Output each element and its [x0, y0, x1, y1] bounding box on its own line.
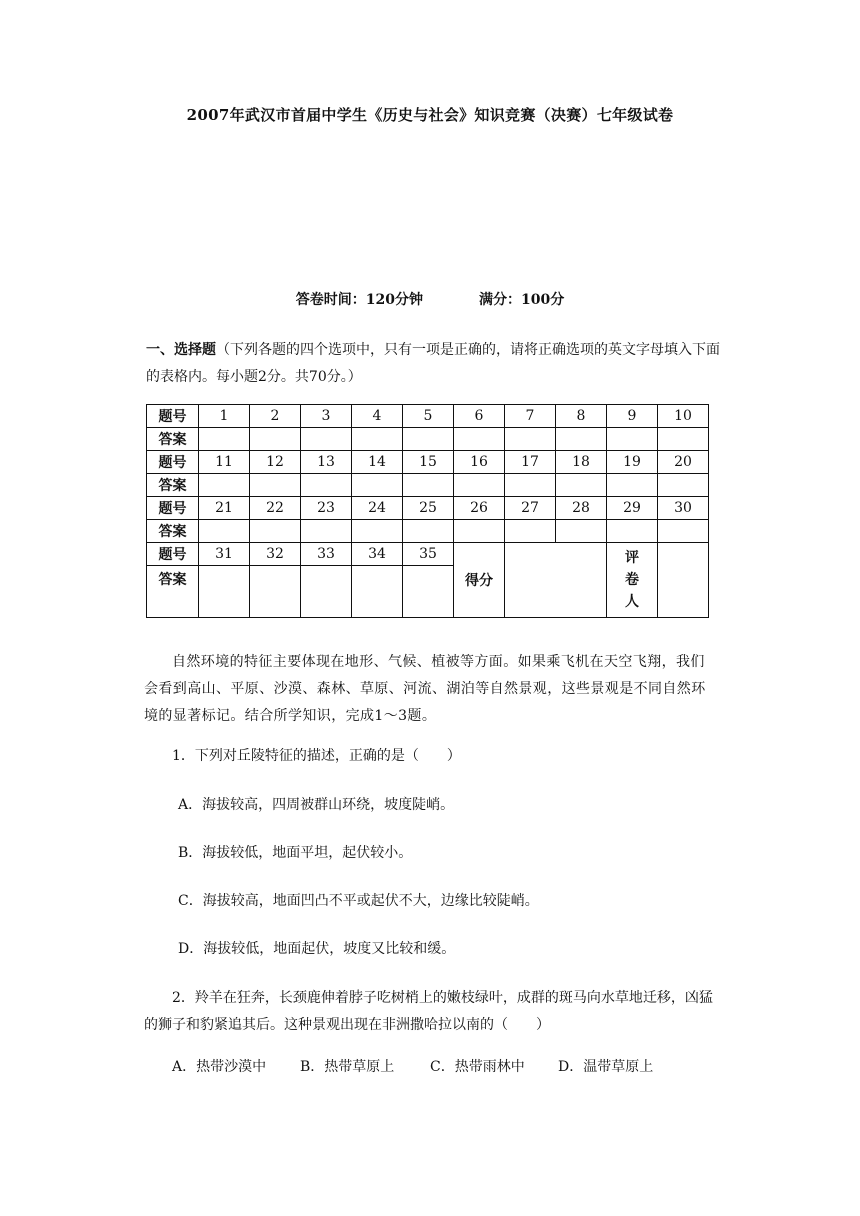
answer-cell[interactable]	[505, 428, 556, 451]
answer-cell[interactable]	[556, 428, 607, 451]
question-2-stem: 2．羚羊在狂奔，长颈鹿伸着脖子吃树梢上的嫩枝绿叶，成群的斑马向水草地迁移，凶猛的狮子和豹紧追其后。这种景观出现在非洲撒哈拉以南的（ ）	[144, 990, 713, 1033]
answer-row	[147, 474, 709, 497]
number-label: 题号	[147, 543, 199, 566]
answer-cell[interactable]	[301, 566, 352, 618]
grader-label-char: 人	[625, 594, 639, 610]
question-2-option-b: B．热带草原上	[300, 1059, 395, 1075]
grader-label	[607, 543, 658, 618]
answer-cell[interactable]	[403, 520, 454, 543]
question-number: 4	[352, 405, 403, 428]
question-number: 34	[352, 543, 403, 566]
answer-cell[interactable]	[658, 520, 709, 543]
answer-cell[interactable]	[658, 428, 709, 451]
answer-cell[interactable]	[199, 474, 250, 497]
section-1-header	[146, 337, 726, 391]
number-row	[147, 497, 709, 520]
question-number: 31	[199, 543, 250, 566]
exam-meta	[0, 289, 860, 309]
number-row	[147, 543, 709, 566]
answer-cell[interactable]	[403, 566, 454, 618]
question-number: 7	[505, 405, 556, 428]
answer-cell[interactable]	[403, 474, 454, 497]
answer-cell[interactable]	[301, 428, 352, 451]
answer-cell[interactable]	[301, 474, 352, 497]
question-number: 30	[658, 497, 709, 520]
question-number: 19	[607, 451, 658, 474]
question-number: 20	[658, 451, 709, 474]
question-number: 18	[556, 451, 607, 474]
answer-row	[147, 428, 709, 451]
question-number: 10	[658, 405, 709, 428]
exam-title: 2007年武汉市首届中学生《历史与社会》知识竞赛（决赛）七年级试卷	[186, 106, 674, 124]
exam-time: 答卷时间：120分钟	[295, 292, 423, 308]
question-number: 8	[556, 405, 607, 428]
question-number: 25	[403, 497, 454, 520]
number-row	[147, 405, 709, 428]
grader-label-char: 卷	[625, 572, 639, 588]
answer-cell[interactable]	[250, 566, 301, 618]
question-number: 21	[199, 497, 250, 520]
question-number: 6	[454, 405, 505, 428]
question-number: 28	[556, 497, 607, 520]
question-number: 23	[301, 497, 352, 520]
answer-label: 答案	[147, 566, 199, 618]
answer-cell[interactable]	[199, 428, 250, 451]
question-number: 33	[301, 543, 352, 566]
answer-cell[interactable]	[352, 428, 403, 451]
question-number: 11	[199, 451, 250, 474]
answer-cell[interactable]	[250, 428, 301, 451]
number-row	[147, 451, 709, 474]
answer-label: 答案	[147, 520, 199, 543]
answer-label: 答案	[147, 474, 199, 497]
question-1-option-c: C．海拔较高，地面凹凸不平或起伏不大，边缘比较陡峭。	[178, 893, 539, 909]
question-1-option-d: D．海拔较低，地面起伏，坡度又比较和缓。	[178, 941, 456, 957]
number-label: 题号	[147, 451, 199, 474]
number-label: 题号	[147, 497, 199, 520]
question-number: 16	[454, 451, 505, 474]
question-1-option-b: B．海拔较低，地面平坦，起伏较小。	[178, 845, 413, 861]
question-number: 24	[352, 497, 403, 520]
section-1-heading: 一、选择题	[146, 342, 216, 358]
question-number: 27	[505, 497, 556, 520]
answer-cell[interactable]	[454, 520, 505, 543]
question-number: 32	[250, 543, 301, 566]
score-cell[interactable]	[505, 543, 607, 618]
question-number: 3	[301, 405, 352, 428]
question-number: 2	[250, 405, 301, 428]
answer-cell[interactable]	[454, 474, 505, 497]
question-number: 35	[403, 543, 454, 566]
answer-cell[interactable]	[505, 474, 556, 497]
exam-full-score: 满分：100分	[479, 292, 565, 308]
question-number: 14	[352, 451, 403, 474]
answer-cell[interactable]	[352, 474, 403, 497]
answer-cell[interactable]	[301, 520, 352, 543]
answer-cell[interactable]	[556, 520, 607, 543]
question-2-option-d: D．温带草原上	[558, 1059, 654, 1075]
section-1-instruction: （下列各题的四个选项中，只有一项是正确的，请将正确选项的英文字母填入下面的表格内。每小题2分。共70分。）	[146, 342, 720, 385]
answer-cell[interactable]	[658, 474, 709, 497]
answer-cell[interactable]	[607, 520, 658, 543]
answer-cell[interactable]	[403, 428, 454, 451]
question-2-options	[172, 1056, 653, 1076]
question-number: 12	[250, 451, 301, 474]
question-number: 13	[301, 451, 352, 474]
question-2-option-c: C．热带雨林中	[430, 1059, 525, 1075]
answer-cell[interactable]	[199, 566, 250, 618]
question-number: 17	[505, 451, 556, 474]
answer-cell[interactable]	[454, 428, 505, 451]
answer-cell[interactable]	[607, 428, 658, 451]
question-number: 29	[607, 497, 658, 520]
answer-cell[interactable]	[352, 520, 403, 543]
question-1-option-a: A．海拔较高，四周被群山环绕，坡度陡峭。	[178, 797, 455, 813]
question-number: 1	[199, 405, 250, 428]
answer-label: 答案	[147, 428, 199, 451]
question-number: 9	[607, 405, 658, 428]
question-number: 15	[403, 451, 454, 474]
grader-label-char: 评	[625, 550, 639, 566]
question-number: 5	[403, 405, 454, 428]
grader-cell[interactable]	[658, 543, 709, 618]
answer-table	[146, 404, 709, 618]
answer-cell[interactable]	[556, 474, 607, 497]
answer-cell[interactable]	[505, 520, 556, 543]
question-2-option-a: A．热带沙漠中	[172, 1059, 267, 1075]
number-label: 题号	[147, 405, 199, 428]
answer-cell[interactable]	[250, 520, 301, 543]
answer-cell[interactable]	[250, 474, 301, 497]
question-number: 26	[454, 497, 505, 520]
answer-cell[interactable]	[199, 520, 250, 543]
answer-row	[147, 520, 709, 543]
question-1-stem: 1．下列对丘陵特征的描述，正确的是（ ）	[172, 748, 461, 764]
reading-passage: 自然环境的特征主要体现在地形、气候、植被等方面。如果乘飞机在天空飞翔，我们会看到高山、平原、沙漠、森林、草原、河流、湖泊等自然景观，这些景观是不同自然环境的显著标记。结合所学知识，完成1～3题。	[144, 654, 706, 724]
answer-cell[interactable]	[352, 566, 403, 618]
score-label: 得分	[454, 543, 505, 618]
question-number: 22	[250, 497, 301, 520]
answer-cell[interactable]	[607, 474, 658, 497]
